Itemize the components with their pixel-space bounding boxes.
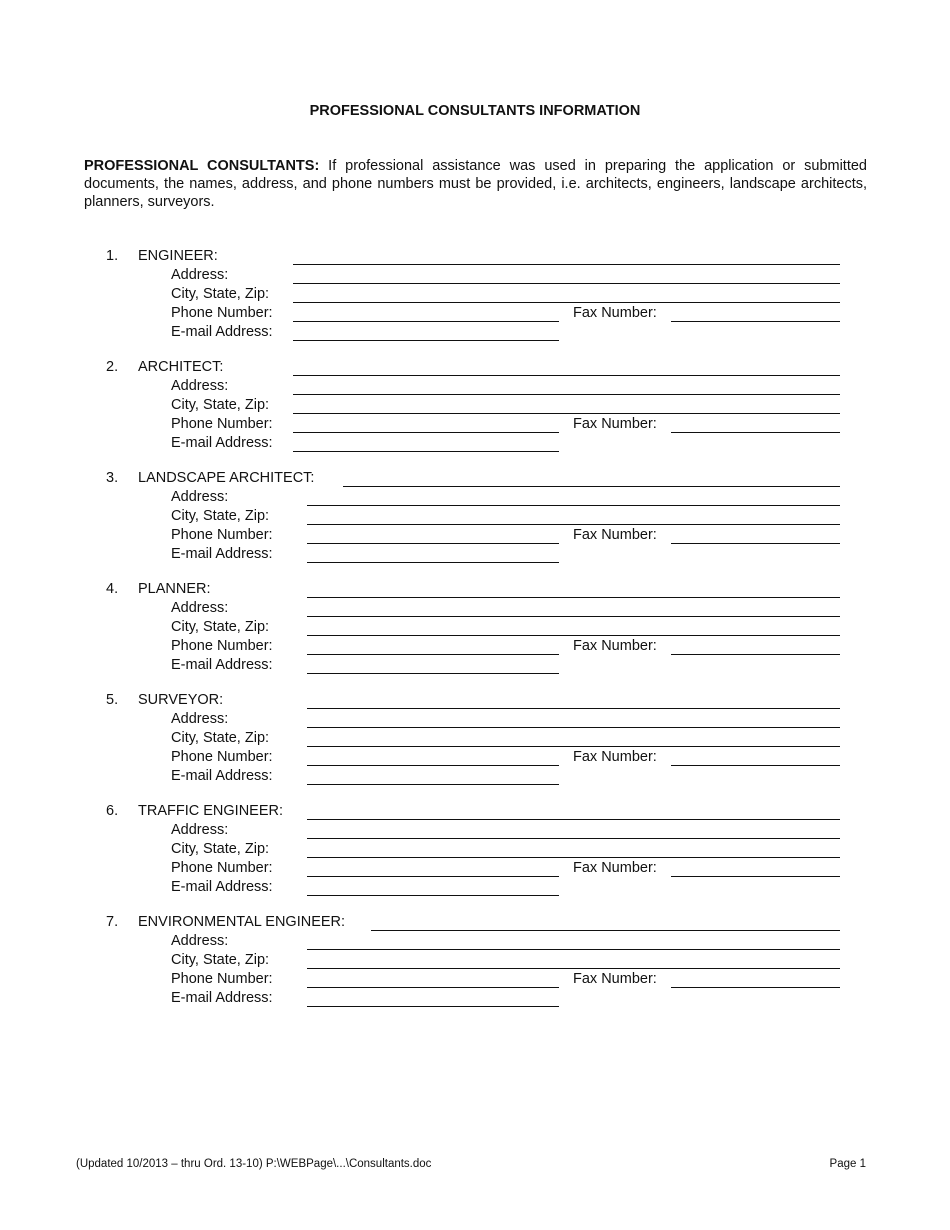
- city-state-zip-field-line[interactable]: [307, 635, 840, 636]
- fax-field-line[interactable]: [671, 321, 840, 322]
- address-label: Address:: [171, 267, 229, 283]
- city-state-zip-label: City, State, Zip:: [171, 841, 270, 857]
- name-field-line[interactable]: [343, 486, 840, 487]
- city-state-zip-label: City, State, Zip:: [171, 730, 270, 746]
- phone-label: Phone Number:: [171, 971, 273, 987]
- fax-field-line[interactable]: [671, 543, 840, 544]
- city-state-zip-field-line[interactable]: [307, 968, 840, 969]
- address-field-line[interactable]: [307, 616, 840, 617]
- section-heading: LANDSCAPE ARCHITECT:: [138, 470, 315, 486]
- email-field-line[interactable]: [307, 895, 559, 896]
- phone-label: Phone Number:: [171, 860, 273, 876]
- address-field-line[interactable]: [307, 505, 840, 506]
- fax-field-line[interactable]: [671, 765, 840, 766]
- email-label: E-mail Address:: [171, 324, 273, 340]
- email-label: E-mail Address:: [171, 546, 273, 562]
- section-number: 4.: [106, 581, 119, 597]
- city-state-zip-label: City, State, Zip:: [171, 508, 270, 524]
- email-label: E-mail Address:: [171, 879, 273, 895]
- phone-field-line[interactable]: [307, 654, 559, 655]
- email-field-line[interactable]: [293, 340, 559, 341]
- consultant-section: [0, 358, 950, 458]
- phone-label: Phone Number:: [171, 416, 273, 432]
- phone-label: Phone Number:: [171, 638, 273, 654]
- email-field-line[interactable]: [307, 784, 559, 785]
- intro-paragraph: [84, 157, 867, 211]
- section-heading: PLANNER:: [138, 581, 211, 597]
- consultant-section: [0, 691, 950, 791]
- name-field-line[interactable]: [293, 264, 840, 265]
- fax-label: Fax Number:: [573, 527, 657, 543]
- email-label: E-mail Address:: [171, 768, 273, 784]
- name-field-line[interactable]: [293, 375, 840, 376]
- consultant-section: [0, 802, 950, 902]
- phone-field-line[interactable]: [293, 321, 559, 322]
- email-label: E-mail Address:: [171, 990, 273, 1006]
- address-field-line[interactable]: [293, 283, 840, 284]
- city-state-zip-field-line[interactable]: [307, 746, 840, 747]
- email-field-line[interactable]: [307, 562, 559, 563]
- city-state-zip-label: City, State, Zip:: [171, 619, 270, 635]
- consultant-section: [0, 580, 950, 680]
- section-number: 7.: [106, 914, 119, 930]
- consultant-section: [0, 913, 950, 1013]
- fax-label: Fax Number:: [573, 860, 657, 876]
- city-state-zip-field-line[interactable]: [307, 524, 840, 525]
- email-field-line[interactable]: [293, 451, 559, 452]
- email-label: E-mail Address:: [171, 657, 273, 673]
- phone-field-line[interactable]: [293, 432, 559, 433]
- city-state-zip-label: City, State, Zip:: [171, 286, 270, 302]
- address-field-line[interactable]: [293, 394, 840, 395]
- footer-page-number: Page 1: [829, 1158, 866, 1170]
- footer-path: (Updated 10/2013 – thru Ord. 13-10) P:\WEBPage\...\Consultants.doc: [76, 1158, 432, 1170]
- fax-field-line[interactable]: [671, 432, 840, 433]
- consultant-section: [0, 247, 950, 347]
- address-label: Address:: [171, 378, 229, 394]
- email-label: E-mail Address:: [171, 435, 273, 451]
- name-field-line[interactable]: [307, 597, 840, 598]
- phone-field-line[interactable]: [307, 876, 559, 877]
- consultant-section: [0, 469, 950, 569]
- section-number: 2.: [106, 359, 119, 375]
- section-heading: ARCHITECT:: [138, 359, 224, 375]
- phone-field-line[interactable]: [307, 765, 559, 766]
- phone-label: Phone Number:: [171, 527, 273, 543]
- section-heading: SURVEYOR:: [138, 692, 224, 708]
- section-number: 5.: [106, 692, 119, 708]
- fax-label: Fax Number:: [573, 971, 657, 987]
- fax-label: Fax Number:: [573, 305, 657, 321]
- section-number: 6.: [106, 803, 119, 819]
- fax-label: Fax Number:: [573, 749, 657, 765]
- fax-label: Fax Number:: [573, 638, 657, 654]
- city-state-zip-field-line[interactable]: [293, 302, 840, 303]
- section-number: 1.: [106, 248, 119, 264]
- phone-field-line[interactable]: [307, 987, 559, 988]
- address-field-line[interactable]: [307, 838, 840, 839]
- name-field-line[interactable]: [371, 930, 840, 931]
- fax-field-line[interactable]: [671, 987, 840, 988]
- address-label: Address:: [171, 711, 229, 727]
- page-title: PROFESSIONAL CONSULTANTS INFORMATION: [309, 103, 641, 119]
- address-label: Address:: [171, 933, 229, 949]
- section-heading: TRAFFIC ENGINEER:: [138, 803, 284, 819]
- intro-text: If professional assistance was used in preparing the application or submitted documents, the names, address, and phone numbers must be provided, i.e. architects, engineers, landscape architects, planners, surveyors.: [84, 158, 867, 210]
- address-field-line[interactable]: [307, 727, 840, 728]
- fax-label: Fax Number:: [573, 416, 657, 432]
- city-state-zip-field-line[interactable]: [293, 413, 840, 414]
- phone-label: Phone Number:: [171, 305, 273, 321]
- section-heading: ENGINEER:: [138, 248, 218, 264]
- name-field-line[interactable]: [307, 708, 840, 709]
- intro-lead: PROFESSIONAL CONSULTANTS:: [84, 158, 320, 174]
- city-state-zip-label: City, State, Zip:: [171, 952, 270, 968]
- address-label: Address:: [171, 822, 229, 838]
- section-heading: ENVIRONMENTAL ENGINEER:: [138, 914, 346, 930]
- address-field-line[interactable]: [307, 949, 840, 950]
- phone-field-line[interactable]: [307, 543, 559, 544]
- city-state-zip-label: City, State, Zip:: [171, 397, 270, 413]
- address-label: Address:: [171, 489, 229, 505]
- fax-field-line[interactable]: [671, 876, 840, 877]
- city-state-zip-field-line[interactable]: [307, 857, 840, 858]
- email-field-line[interactable]: [307, 673, 559, 674]
- email-field-line[interactable]: [307, 1006, 559, 1007]
- fax-field-line[interactable]: [671, 654, 840, 655]
- address-label: Address:: [171, 600, 229, 616]
- phone-label: Phone Number:: [171, 749, 273, 765]
- section-number: 3.: [106, 470, 119, 486]
- name-field-line[interactable]: [307, 819, 840, 820]
